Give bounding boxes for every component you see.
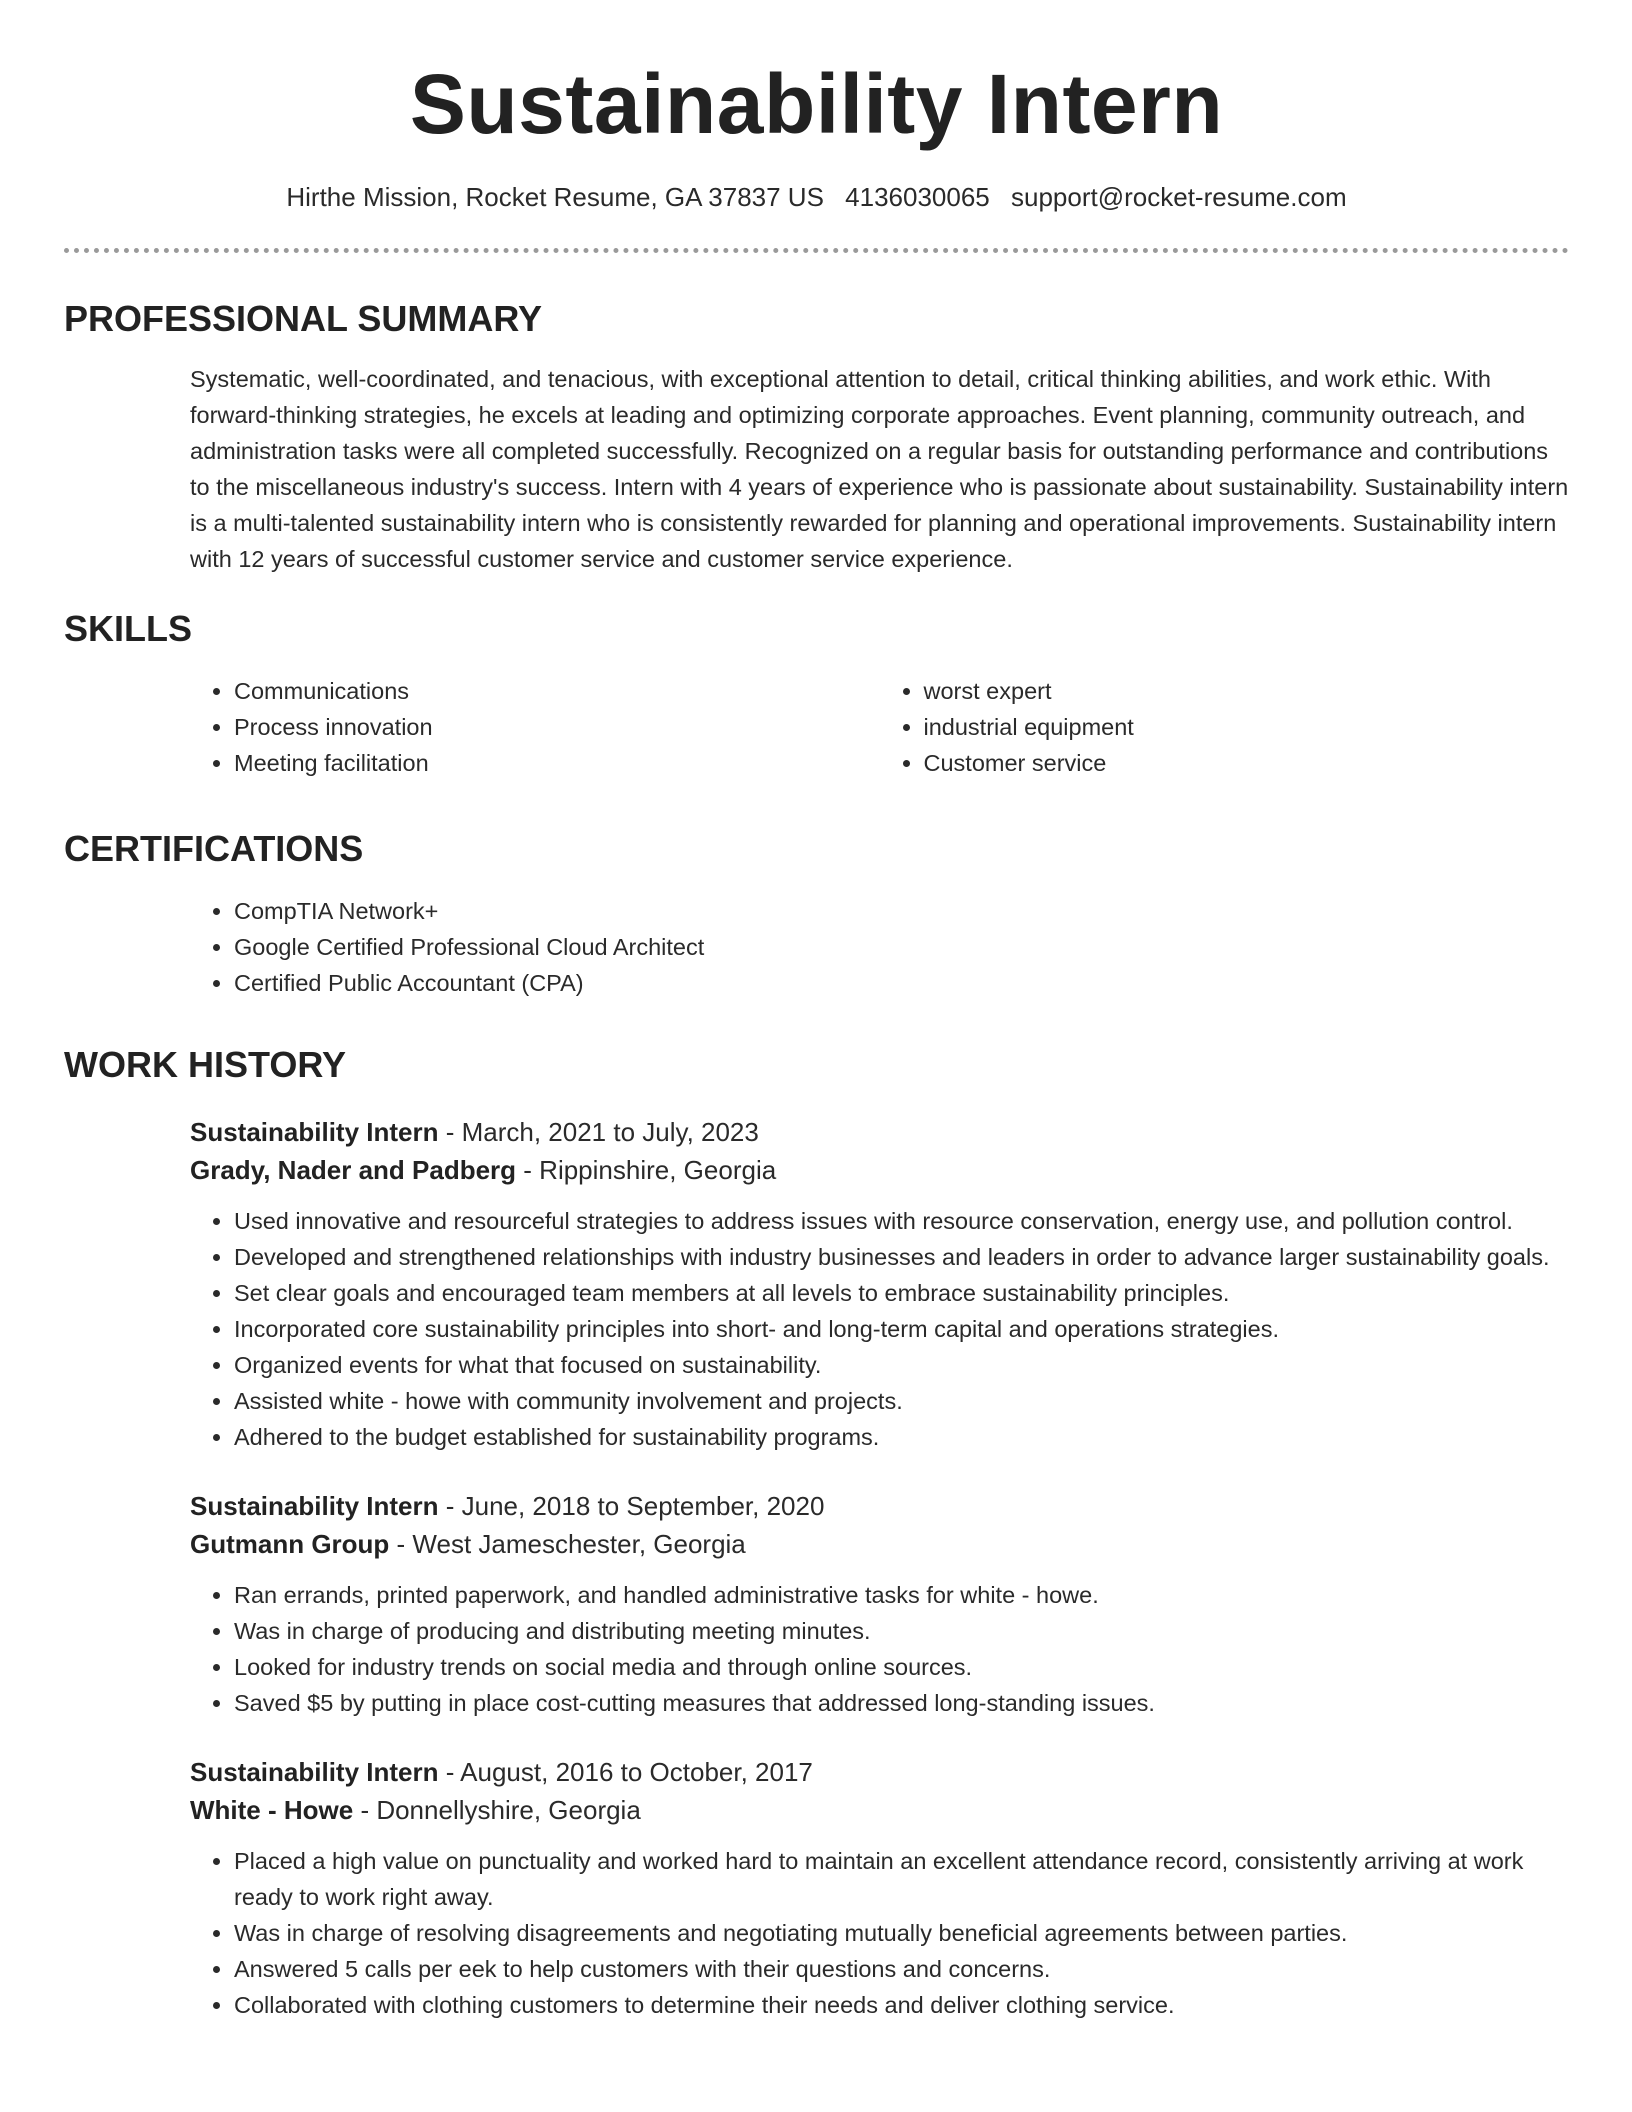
header-divider	[64, 248, 1569, 253]
work-history-heading: WORK HISTORY	[64, 1044, 347, 1085]
summary-section	[64, 297, 1569, 577]
job-entry	[190, 1487, 1569, 1721]
job-bullet: • Organized events for what that focused on sustainability.	[234, 1347, 1569, 1383]
job-company-line	[190, 1791, 1569, 1829]
job-dates: - June, 2018 to September, 2020	[438, 1491, 825, 1521]
job-bullet: • Incorporated core sustainability principles into short- and long-term capital and operations strategies.	[234, 1311, 1569, 1347]
job-bullet: • Assisted white - howe with community involvement and projects.	[234, 1383, 1569, 1419]
skill-item: • Meeting facilitation	[234, 745, 880, 781]
skill-item: • industrial equipment	[924, 709, 1570, 745]
skill-item: • Customer service	[924, 745, 1570, 781]
skill-item: • Communications	[234, 673, 880, 709]
job-entry	[190, 1753, 1569, 2023]
skills-heading: SKILLS	[64, 608, 193, 649]
job-bullet: • Was in charge of resolving disagreements and negotiating mutually beneficial agreements between parties.	[234, 1915, 1569, 1951]
certification-item: • Google Certified Professional Cloud Architect	[234, 929, 1569, 965]
job-bullet: • Developed and strengthened relationships with industry businesses and leaders in order to advance larger sustainability goals.	[234, 1239, 1569, 1275]
job-bullet: • Used innovative and resourceful strategies to address issues with resource conservation, energy use, and pollution control.	[234, 1203, 1569, 1239]
certifications-heading: CERTIFICATIONS	[64, 828, 364, 869]
job-bullet: • Answered 5 calls per eek to help customers with their questions and concerns.	[234, 1951, 1569, 1987]
work-history-section	[64, 1043, 1569, 2023]
job-company-line	[190, 1151, 1569, 1189]
job-title-line	[190, 1753, 1569, 1791]
job-company: Gutmann Group	[190, 1529, 390, 1559]
job-bullet: • Placed a high value on punctuality and worked hard to maintain an excellent attendance record, consistently arriving at work ready to work right away.	[234, 1843, 1569, 1915]
certifications-section	[64, 827, 1569, 1001]
summary-text: Systematic, well-coordinated, and tenacious, with exceptional attention to detail, critical thinking abilities, and work ethic. With forward-thinking strategies, he excels at leading and optimizing corporate approaches. Event planning, community outreach, and administration tasks were all completed successfully. Recognized on a regular basis for outstanding performance and contributions to the miscellaneous industry's success. Intern with 4 years of experience who is passionate about sustainability. Sustainability intern is a multi-talented sustainability intern who is consistently rewarded for planning and operational improvements. Sustainability intern with 12 years of successful customer service and customer service experience.	[190, 366, 1569, 572]
job-bullet: • Looked for industry trends on social media and through online sources.	[234, 1649, 1569, 1685]
job-bullet: • Adhered to the budget established for sustainability programs.	[234, 1419, 1569, 1455]
job-bullet: • Collaborated with clothing customers to determine their needs and deliver clothing service.	[234, 1987, 1569, 2023]
contact-line	[64, 180, 1569, 214]
certifications-list	[190, 893, 1569, 1001]
resume-title: Sustainability Intern	[409, 57, 1224, 151]
job-bullet: • Saved $5 by putting in place cost-cutting measures that addressed long-standing issues.	[234, 1685, 1569, 1721]
skill-item: • Process innovation	[234, 709, 880, 745]
job-company: Grady, Nader and Padberg	[190, 1155, 517, 1185]
skill-item: • worst expert	[924, 673, 1570, 709]
skills-grid	[190, 673, 1569, 781]
job-title-line	[190, 1487, 1569, 1525]
resume-page	[64, 0, 1569, 2023]
job-location: - Donnellyshire, Georgia	[353, 1795, 641, 1825]
skills-list-right	[880, 673, 1570, 781]
contact-email: support@rocket-resume.com	[1011, 182, 1347, 212]
job-dates: - March, 2021 to July, 2023	[438, 1117, 759, 1147]
certification-item: • Certified Public Accountant (CPA)	[234, 965, 1569, 1001]
job-title: Sustainability Intern	[190, 1491, 439, 1521]
job-title-line	[190, 1113, 1569, 1151]
job-location: - Rippinshire, Georgia	[516, 1155, 777, 1185]
skills-section	[64, 607, 1569, 781]
certification-item: • CompTIA Network+	[234, 893, 1569, 929]
job-bullet: • Set clear goals and encouraged team members at all levels to embrace sustainability principles.	[234, 1275, 1569, 1311]
job-title: Sustainability Intern	[190, 1117, 439, 1147]
job-title: Sustainability Intern	[190, 1757, 439, 1787]
job-bullet-list	[190, 1203, 1569, 1455]
skills-list-left	[190, 673, 880, 781]
job-company-line	[190, 1525, 1569, 1563]
job-company: White - Howe	[190, 1795, 354, 1825]
job-dates: - August, 2016 to October, 2017	[438, 1757, 813, 1787]
job-bullet-list	[190, 1577, 1569, 1721]
contact-phone: 4136030065	[845, 182, 990, 212]
contact-address: Hirthe Mission, Rocket Resume, GA 37837 US	[286, 182, 824, 212]
job-bullet-list	[190, 1843, 1569, 2023]
job-bullet: • Ran errands, printed paperwork, and handled administrative tasks for white - howe.	[234, 1577, 1569, 1613]
job-bullet: • Was in charge of producing and distributing meeting minutes.	[234, 1613, 1569, 1649]
job-location: - West Jameschester, Georgia	[389, 1529, 746, 1559]
job-entry	[190, 1113, 1569, 1455]
summary-heading: PROFESSIONAL SUMMARY	[64, 298, 543, 339]
